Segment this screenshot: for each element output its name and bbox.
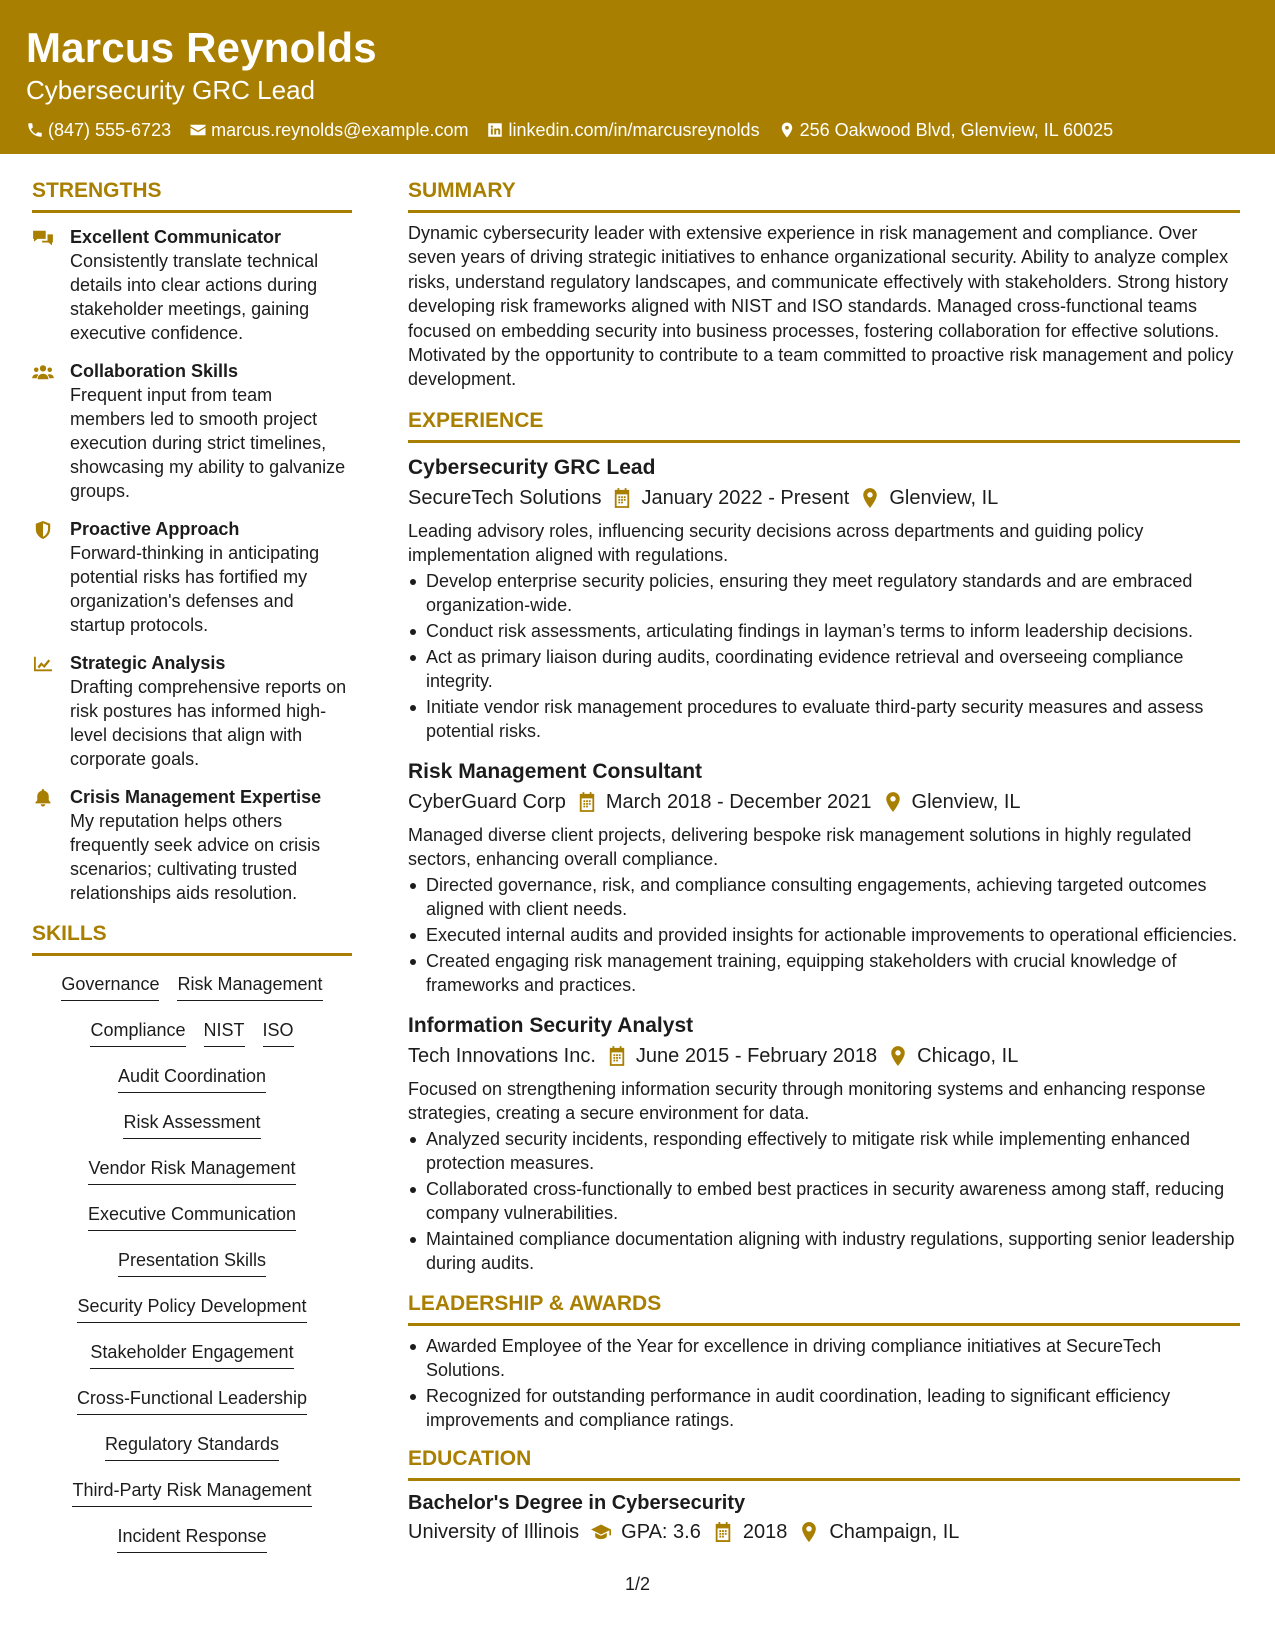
education-degree: Bachelor's Degree in Cybersecurity [408,1491,746,1514]
right-column [408,176,1240,1547]
skill-tag: Security Policy Development [77,1288,306,1323]
job-bullets [408,569,1240,743]
strength-title: Strategic Analysis [70,653,226,673]
job-bullets [408,873,1240,997]
skill-tag: Stakeholder Engagement [90,1334,293,1369]
bullet-item: Collaborated cross-functionally to embed best practices in security awareness among staff, reducing company vulnerabilities. [408,1177,1240,1225]
job-dates: January 2022 - Present [641,486,850,509]
contact-linkedin[interactable] [486,118,759,142]
job-bullets [408,1127,1240,1275]
bullet-item: Initiate vendor risk management procedures to evaluate third-party security measures and assess potential risks. [408,695,1240,743]
bullet-item: Created engaging risk management training, equipping stakeholders with crucial knowledge of frameworks and practices. [408,949,1240,997]
calendar-icon [713,1522,733,1542]
linkedin-text[interactable]: linkedin.com/in/marcusreynolds [508,120,760,140]
candidate-title: Cybersecurity GRC Lead [26,75,315,105]
page-number: 1/2 [625,1574,651,1594]
job-meta [408,1041,1240,1071]
calendar-icon [613,488,631,508]
skills-list [32,964,352,1562]
shield-icon [32,521,54,539]
skill-tag: Executive Communication [88,1196,296,1231]
skill-tag: ISO [263,1012,294,1047]
summary-text: Dynamic cybersecurity leader with extensive experience in risk management and compliance. Over seven years of driving strategic initiatives to enhance organizational security. Ability to analyze complex risks, understand regulatory landscapes, and communicate effectively with stakeholders. Strong history developing risk frameworks aligned with NIST and ISO standards. Managed cross-functional teams focused on embedding security into business processes, fostering collaboration for effective solutions. Motivated by the opportunity to contribute to a team committed to proactive risk management and policy development. [408,223,1234,390]
job-entry [408,1011,1240,1275]
education-meta [408,1517,1240,1547]
education-heading: EDUCATION [408,1444,1240,1481]
strength-desc: Forward-thinking in anticipating potential risks has fortified my organization's defenses and startup protocols. [70,543,320,635]
left-column [32,176,352,1562]
skill-tag: Regulatory Standards [105,1426,279,1461]
bell-icon [32,789,54,807]
bullet-item: Analyzed security incidents, responding effectively to mitigate risk while implementing enhanced protection measures. [408,1127,1240,1175]
skill-tag: Presentation Skills [118,1242,266,1277]
job-company: SecureTech Solutions [408,486,602,509]
phone-icon [26,121,44,139]
contact-phone [26,118,171,142]
education-year: 2018 [742,1520,788,1543]
bullet-item: Directed governance, risk, and compliance consulting engagements, achieving targeted outcomes aligned with client needs. [408,873,1240,921]
award-item: Recognized for outstanding performance in audit coordination, leading to significant efficiency improvements and compliance ratings. [408,1384,1240,1432]
resume-header [0,0,1275,154]
map-marker-icon [861,488,879,508]
job-location: Glenview, IL [911,790,1021,813]
strength-title: Proactive Approach [70,519,240,539]
map-marker-icon [884,792,902,812]
skill-tag: Risk Management [177,966,322,1001]
job-meta [408,787,1240,817]
strength-item [32,517,352,637]
job-title: Risk Management Consultant [408,759,703,783]
skill-tag: Incident Response [117,1518,266,1553]
education-gpa: GPA: 3.6 [621,1520,701,1543]
map-marker-icon [889,1046,907,1066]
strength-item [32,785,352,905]
comments-icon [32,229,54,247]
summary-heading: SUMMARY [408,176,1240,213]
strength-title: Excellent Communicator [70,227,282,247]
strength-item [32,359,352,503]
job-company: CyberGuard Corp [408,790,566,813]
contact-address [778,118,1114,142]
strength-desc: Consistently translate technical details into clear actions during stakeholder meetings, gaining executive confidence. [70,251,319,343]
strength-item [32,225,352,345]
bullet-item: Conduct risk assessments, articulating findings in layman’s terms to inform leadership decisions. [408,619,1240,643]
job-location: Glenview, IL [889,486,999,509]
education-school: University of Illinois [408,1520,580,1543]
users-icon [32,363,54,381]
phone-text: (847) 555-6723 [48,120,172,140]
skill-tag: Cross-Functional Leadership [77,1380,307,1415]
bullet-item: Executed internal audits and provided insights for actionable improvements to operational efficiencies. [408,923,1240,947]
contact-bar [26,118,1249,142]
job-meta [408,483,1240,513]
skill-tag: Audit Coordination [118,1058,266,1093]
strength-desc: My reputation helps others frequently seek advice on crisis scenarios; cultivating trusted relationships aids resolution. [70,811,321,903]
strength-desc: Drafting comprehensive reports on risk postures has informed high-level decisions that align with corporate goals. [70,677,347,769]
email-text[interactable]: marcus.reynolds@example.com [211,120,469,140]
education-location: Champaign, IL [829,1520,960,1543]
experience-list [408,453,1240,1275]
linkedin-icon [486,121,504,139]
skill-tag: Compliance [90,1012,185,1047]
job-entry [408,453,1240,743]
job-description: Focused on strengthening information security through monitoring systems and enhancing response strategies, creating a secure environment for data. [408,1078,1206,1123]
envelope-icon [189,121,207,139]
strength-desc: Frequent input from team members led to smooth project execution during strict timelines, showcasing my ability to galvanize groups. [70,385,346,501]
job-title: Cybersecurity GRC Lead [408,455,656,479]
strengths-list [32,225,352,905]
job-company: Tech Innovations Inc. [408,1044,596,1067]
education-entry [408,1489,1240,1547]
bullet-item: Maintained compliance documentation aligning with industry regulations, supporting senior leadership during audits. [408,1227,1240,1275]
strength-title: Collaboration Skills [70,361,239,381]
strength-title: Crisis Management Expertise [70,787,322,807]
calendar-icon [608,1046,626,1066]
job-title: Information Security Analyst [408,1013,694,1037]
skill-tag: Governance [61,966,159,1001]
skill-tag: Risk Assessment [123,1104,260,1139]
awards-heading: LEADERSHIP & AWARDS [408,1289,1240,1326]
job-entry [408,757,1240,997]
skills-heading: SKILLS [32,919,352,956]
calendar-icon [578,792,596,812]
award-item: Awarded Employee of the Year for excellence in driving compliance initiatives at SecureTech Solutions. [408,1334,1240,1382]
bullet-item: Act as primary liaison during audits, coordinating evidence retrieval and overseeing compliance integrity. [408,645,1240,693]
skill-tag: NIST [204,1012,245,1047]
job-location: Chicago, IL [917,1044,1019,1067]
awards-list [408,1334,1240,1432]
experience-heading: EXPERIENCE [408,406,1240,443]
contact-email[interactable] [189,118,468,142]
chart-line-icon [32,655,54,673]
skill-tag: Vendor Risk Management [88,1150,295,1185]
strengths-heading: STRENGTHS [32,176,352,213]
map-marker-icon [778,121,796,139]
address-text: 256 Oakwood Blvd, Glenview, IL 60025 [799,120,1114,140]
bullet-item: Develop enterprise security policies, ensuring they meet regulatory standards and are embraced organization-wide. [408,569,1240,617]
candidate-name: Marcus Reynolds [26,24,377,71]
job-dates: March 2018 - December 2021 [605,790,872,813]
strength-item [32,651,352,771]
job-description: Managed diverse client projects, delivering bespoke risk management solutions in highly regulated sectors, enhancing overall compliance. [408,824,1192,869]
job-description: Leading advisory roles, influencing security decisions across departments and guiding policy implementation aligned with regulations. [408,520,1144,565]
map-marker-icon [799,1522,819,1542]
job-dates: June 2015 - February 2018 [635,1044,878,1067]
graduation-cap-icon [591,1522,611,1542]
skill-tag: Third-Party Risk Management [72,1472,311,1507]
